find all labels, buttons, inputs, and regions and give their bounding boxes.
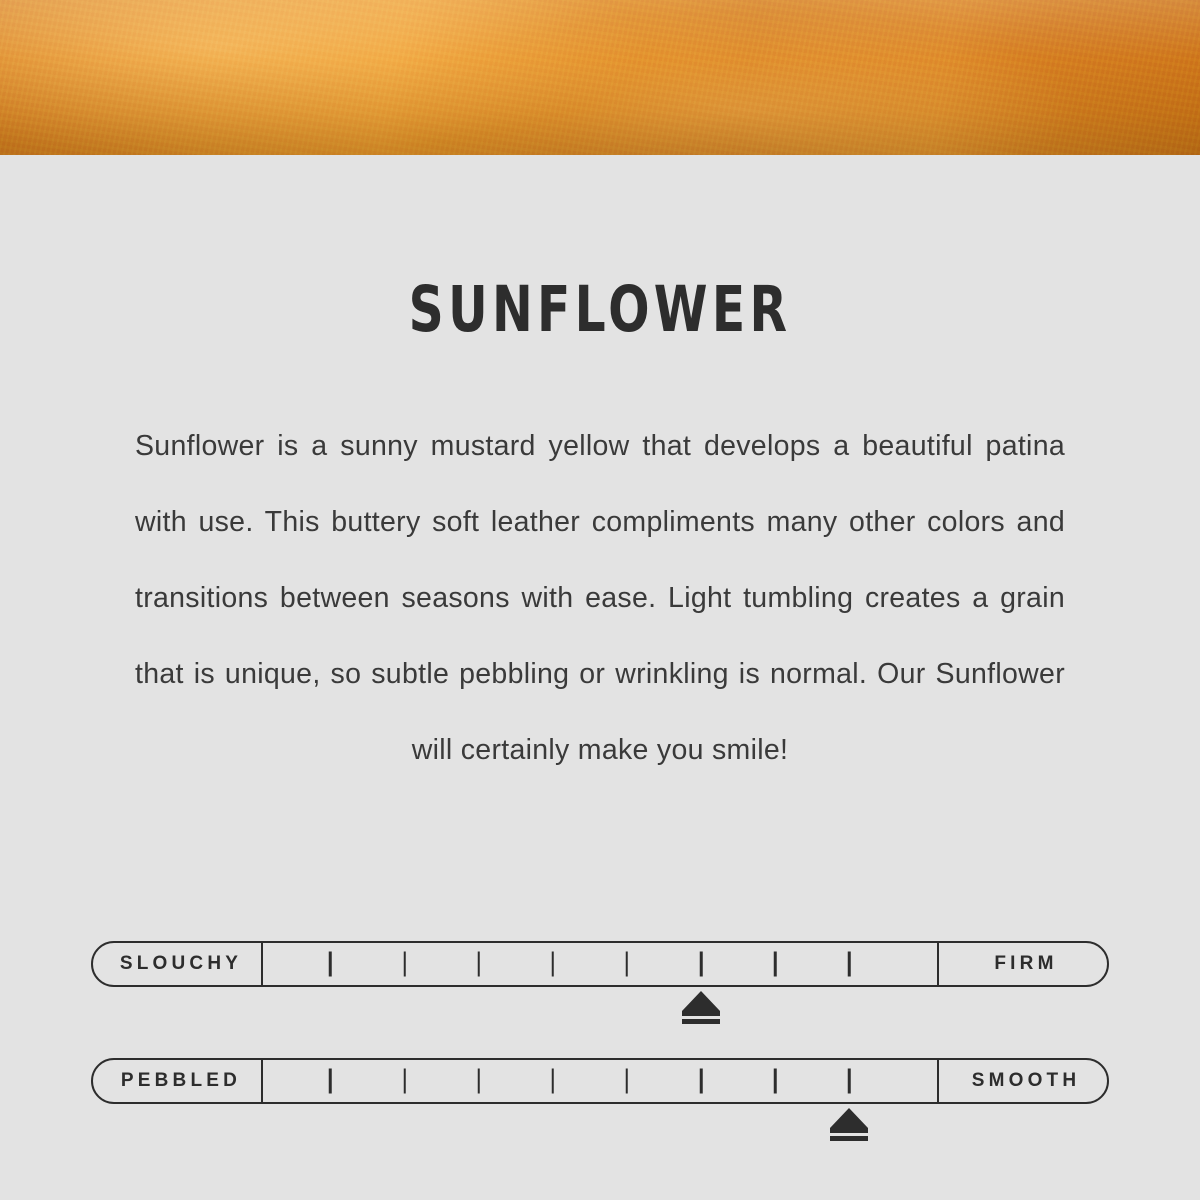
tick xyxy=(552,1069,555,1094)
marker-slit xyxy=(830,1133,868,1136)
tick xyxy=(700,952,703,977)
tick xyxy=(774,952,777,977)
attribute-scales xyxy=(0,941,1200,1104)
leather-sheen-overlay xyxy=(0,0,1200,155)
tick xyxy=(626,1069,629,1094)
color-description: Sunflower is a sunny mustard yellow that develops a beautiful patina with use. This buttery soft leather compliments many other colors and transitions between seasons with ease. Light tumbling creates a grain that is unique, so subtle pebbling or wrinkling is normal. Our Sunflower will certainly make you smile! xyxy=(135,430,1065,766)
tick xyxy=(848,1069,851,1094)
scale-texture xyxy=(91,1058,1109,1104)
scale-structure-left-label: SLOUCHY xyxy=(93,943,263,985)
tick xyxy=(848,952,851,977)
page-title: SUNFLOWER xyxy=(408,273,792,346)
tick xyxy=(403,952,406,977)
tick xyxy=(552,952,555,977)
marker-head-icon xyxy=(830,1108,868,1128)
tick xyxy=(477,952,480,977)
leather-swatch-image xyxy=(0,0,1200,155)
tick xyxy=(403,1069,406,1094)
scale-structure-right-label: FIRM xyxy=(937,943,1107,985)
scale-structure-ticks xyxy=(263,943,937,985)
marker-head-icon xyxy=(682,991,720,1011)
tick xyxy=(329,1069,332,1094)
tick xyxy=(626,952,629,977)
tick xyxy=(477,1069,480,1094)
scale-texture-left-label: PEBBLED xyxy=(93,1060,263,1102)
tick xyxy=(700,1069,703,1094)
scale-texture-ticks xyxy=(263,1060,937,1102)
scale-structure-marker xyxy=(682,991,720,1019)
tick xyxy=(774,1069,777,1094)
marker-slit xyxy=(682,1016,720,1019)
scale-texture-right-label: SMOOTH xyxy=(937,1060,1107,1102)
scale-structure xyxy=(91,941,1109,987)
scale-texture-marker xyxy=(830,1108,868,1136)
tick xyxy=(329,952,332,977)
